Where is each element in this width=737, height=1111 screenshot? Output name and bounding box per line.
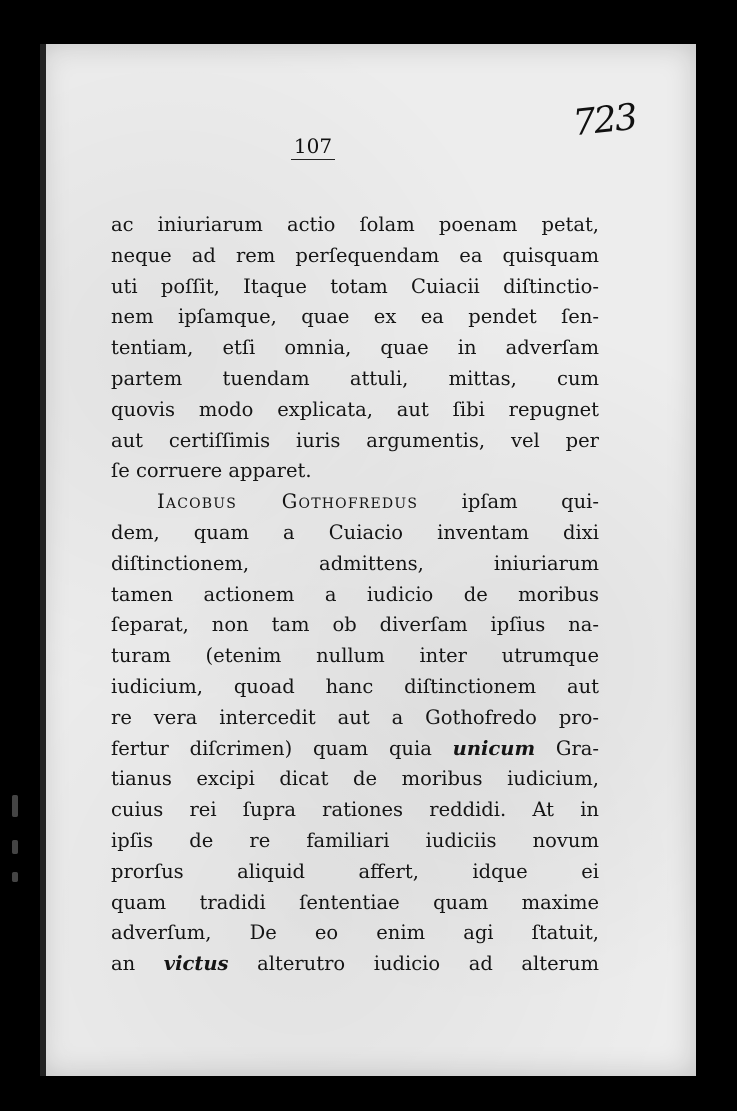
author-name-smallcaps: Iacobus Gothofredus xyxy=(157,490,419,514)
text-line: uti poſſit, Itaque totam Cuiacii diſtinctio- xyxy=(111,274,599,298)
book-page xyxy=(40,44,696,1076)
text-line: aut certiſſimis iuris argumentis, vel per xyxy=(111,428,599,452)
text-line-head: an xyxy=(111,952,164,976)
text-line: tentiam, etſi omnia, quae in adverſam xyxy=(111,336,599,360)
text-line: ſeparat, non tam ob diverſam ipſius na- xyxy=(111,613,599,637)
text-line: tamen actionem a iudicio de moribus xyxy=(111,582,599,606)
scan-margin-marks xyxy=(0,0,40,1111)
folio-number: 723 xyxy=(571,96,638,145)
page-number: 107 xyxy=(283,134,343,158)
text-line: quovis modo explicata, aut ſibi repugnet xyxy=(111,397,599,421)
text-line: dem, quam a Cuiacio inventam dixi xyxy=(111,520,599,544)
text-line: re vera intercedit aut a Gothofredo pro- xyxy=(111,705,599,729)
text-line-with-emphasis xyxy=(111,949,599,980)
text-line-with-emphasis xyxy=(111,734,599,765)
text-line: adverſum, De eo enim agi ſtatuit, xyxy=(111,921,599,945)
body-text xyxy=(111,210,599,980)
text-line: turam (etenim nullum inter utrumque xyxy=(111,644,599,668)
text-line: ac iniuriarum actio ſolam poenam petat, xyxy=(111,213,599,236)
text-line: ſe corruere apparet. xyxy=(111,459,312,483)
text-line-tail: ipſam qui- xyxy=(418,490,599,514)
text-line: nem ipſamque, quae ex ea pendet ſen- xyxy=(111,305,599,329)
text-line: neque ad rem perſequendam ea quisquam xyxy=(111,243,599,267)
text-line: tianus excipi dicat de moribus iudicium, xyxy=(111,767,599,791)
text-line-head: fertur diſcrimen) quam quia xyxy=(111,736,453,760)
text-line-tail: alterutro iudicio ad alterum xyxy=(228,952,599,976)
text-line-paragraph-start xyxy=(111,487,599,518)
emphasized-word: unicum xyxy=(452,736,536,760)
text-line: partem tuendam attuli, mittas, cum xyxy=(111,366,599,390)
text-line: cuius rei ſupra rationes reddidi. At in xyxy=(111,798,599,822)
text-line: quam tradidi ſententiae quam maxime xyxy=(111,890,599,914)
text-line: ipſis de re familiari iudiciis novum xyxy=(111,828,599,852)
emphasized-word: victus xyxy=(163,952,229,976)
text-line: diſtinctionem, admittens, iniuriarum xyxy=(111,551,599,575)
text-line: prorſus aliquid affert, idque ei xyxy=(111,859,599,883)
text-line-tail: Gra- xyxy=(535,736,599,760)
text-line: iudicium, quoad hanc diſtinctionem aut xyxy=(111,674,599,698)
